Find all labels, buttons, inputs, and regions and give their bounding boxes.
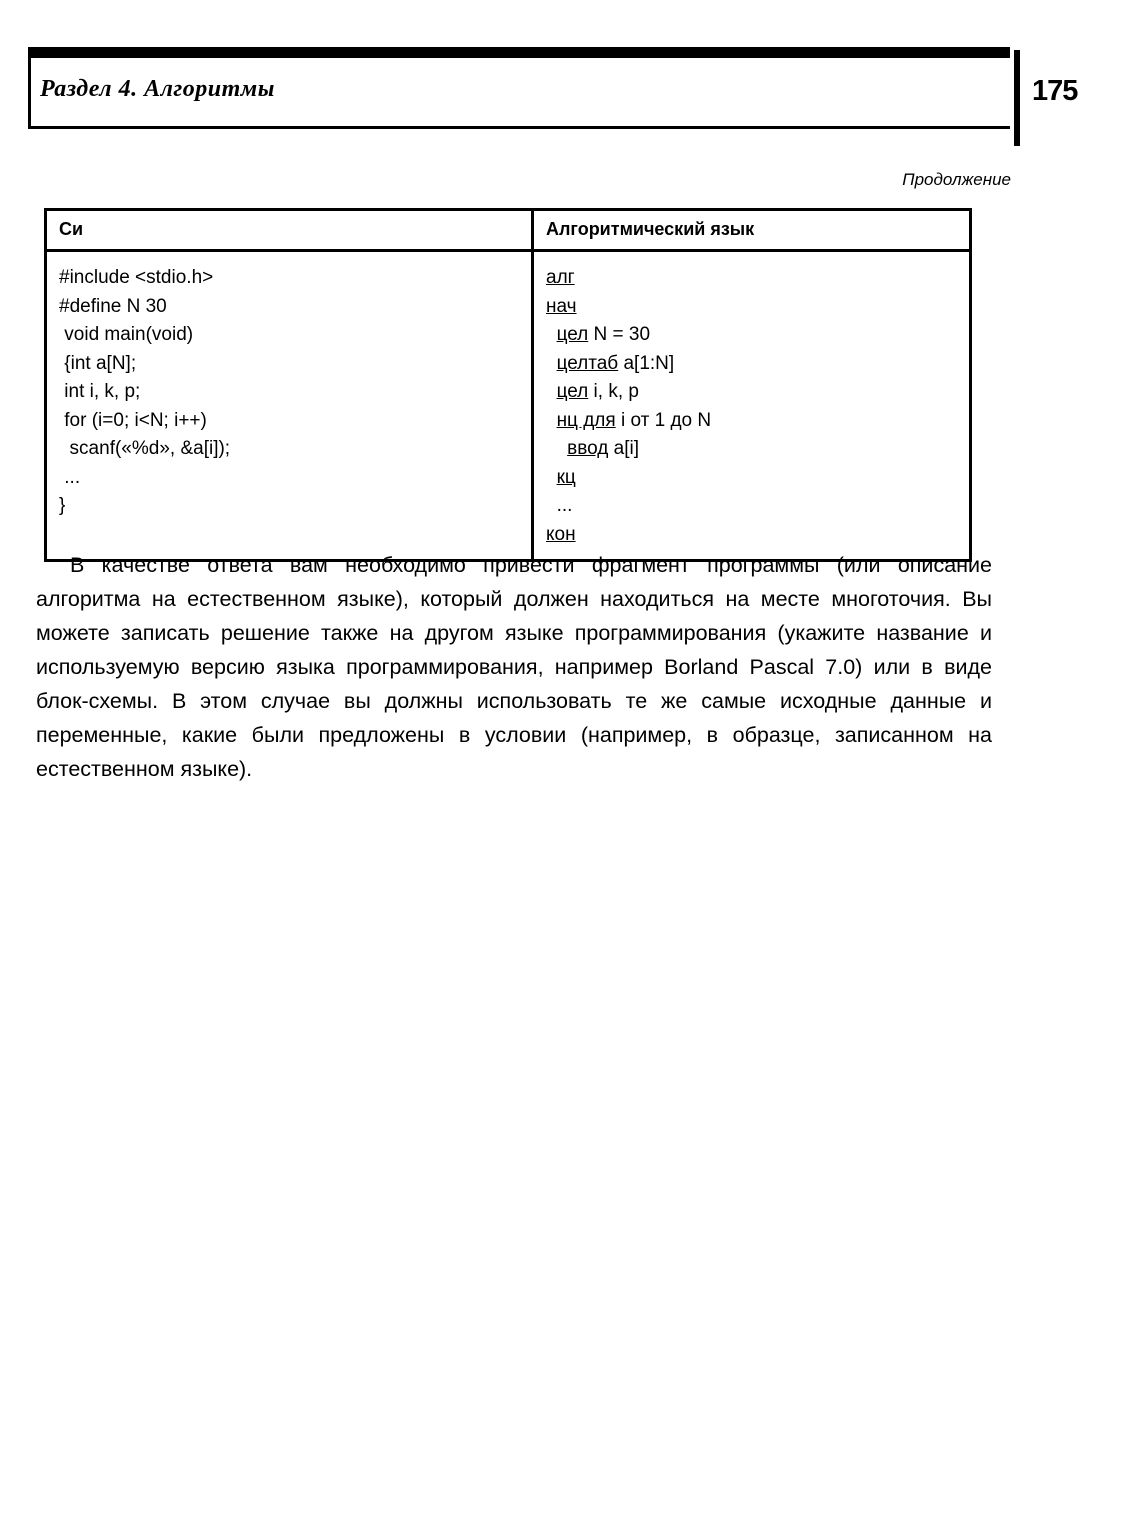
algo-keyword: кц	[556, 466, 576, 488]
table-header-algo: Алгоритмический язык	[546, 219, 755, 239]
table-cell-c-code	[47, 252, 534, 559]
code-line-algo: ввод a[i]	[567, 438, 639, 459]
page-number: 175	[1032, 75, 1078, 107]
code-line-c: {int a[N];	[59, 352, 137, 374]
code-line-c: #include <stdio.h>	[59, 267, 214, 288]
code-line-algo	[546, 521, 969, 550]
algo-keyword: нач	[546, 295, 577, 317]
code-line-c: for (i=0; i<N; i++)	[59, 409, 207, 431]
code-line-c: void main(void)	[59, 324, 194, 345]
code-comparison-table	[44, 208, 972, 562]
table-header-c: Си	[47, 211, 534, 249]
code-line-algo: нц для i от 1 до N	[556, 409, 712, 431]
table-body-row	[47, 252, 969, 559]
algo-keyword: целтаб	[556, 352, 619, 374]
algo-keyword: цел	[556, 381, 589, 402]
table-cell-algo-code	[534, 252, 969, 559]
code-line-c: #define N 30	[59, 295, 167, 317]
code-line-algo: цел N = 30	[556, 324, 651, 345]
code-line-c: }	[59, 495, 66, 516]
code-line-algo: целтаб a[1:N]	[556, 352, 675, 374]
code-line-algo	[546, 293, 969, 322]
table-header-row	[47, 211, 969, 252]
algo-keyword: кон	[546, 523, 576, 545]
code-line-algo	[546, 464, 969, 493]
code-line-algo	[546, 264, 969, 293]
code-line-algo: цел i, k, p	[556, 381, 639, 402]
algo-keyword: ввод	[567, 438, 609, 459]
page-number-rule	[1014, 50, 1020, 146]
code-line-c: ...	[59, 466, 81, 488]
body-paragraph: В качестве ответа вам необходимо привести фрагмент программы (или описание алгоритма на естественном языке), который должен находиться на месте многоточия. Вы можете записать решение также на другом языке программирования (укажите название и используемую версию языка программирования, например Borland Pascal 7.0) или в виде блок-схемы. В этом случае вы должны использовать те же самые исходные данные и переменные, какие были предложены в условии (например, в образце, записанном на естественном языке).	[36, 553, 992, 781]
running-head-title: Раздел 4. Алгоритмы	[40, 76, 275, 102]
algo-keyword: нц для	[556, 409, 616, 431]
continuation-label: Продолжение	[902, 170, 1011, 189]
code-line-algo: ...	[556, 495, 573, 516]
code-line-c: scanf(«%d», &a[i]);	[59, 438, 231, 459]
algo-keyword: цел	[556, 324, 589, 345]
algo-keyword: алг	[546, 267, 575, 288]
code-line-c: int i, k, p;	[59, 381, 141, 402]
